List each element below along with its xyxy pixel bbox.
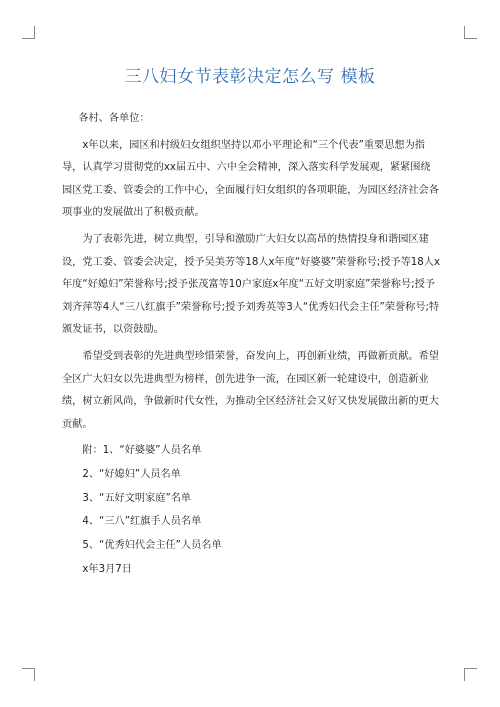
document-body <box>62 108 440 582</box>
page-corner-mark-bottom-left <box>22 668 35 681</box>
attachment-item-3: 3、“五好文明家庭”名单 <box>82 492 192 504</box>
document-date: x年3月7日 <box>82 564 132 576</box>
page-corner-mark-bottom-right <box>464 668 477 681</box>
page-corner-mark-top-left <box>22 26 35 39</box>
body-paragraph-2: 为了表彰先进，树立典型，引导和激励广大妇女以高昂的热情投身和谐园区建设，党工委、管委会决定，授予吴美芳等18人x年度“好婆婆”荣誉称号;授予等18人x年度“好媳妇”荣誉称号;授予张茂富等10户家庭x年度“五好文明家庭”荣誉称号;授予刘齐萍等4人“三八红旗手”荣誉称号;授予刘秀英等3人“优秀妇代会主任”荣誉称号;特颁发证书，以资鼓励。 <box>62 233 440 336</box>
attachment-item-1: 附：1、“好婆婆”人员名单 <box>82 445 202 457</box>
document-title: 三八妇女节表彰决定怎么写 模板 <box>124 67 376 87</box>
body-paragraph-3: 希望受到表彰的先进典型珍惜荣誉，奋发向上，再创新业绩，再做新贡献。希望全区广大妇女以先进典型为榜样，创先进争一流，在园区新一轮建设中，创造新业绩，树立新风尚，争做新时代女性，为推动全区经济社会又好又快发展做出新的更大贡献。 <box>62 350 439 430</box>
body-paragraph-1: x年以来，园区和村级妇女组织坚持以邓小平理论和“三个代表”重要思想为指导，认真学习贯彻党的xx届五中、六中全会精神，深入落实科学发展观，紧紧围绕园区党工委、管委会的工作中心，全面履行妇女组织的各项职能，为园区经济社会各项事业的发展做出了积极贡献。 <box>62 139 439 219</box>
salutation: 各村、各单位： <box>78 113 150 124</box>
attachment-item-4: 4、“三八”红旗手人员名单 <box>82 516 202 528</box>
attachment-item-5: 5、“优秀妇代会主任”人员名单 <box>82 539 222 551</box>
page-corner-mark-top-right <box>464 26 477 39</box>
attachment-item-2: 2、“好媳妇”人员名单 <box>82 468 181 480</box>
